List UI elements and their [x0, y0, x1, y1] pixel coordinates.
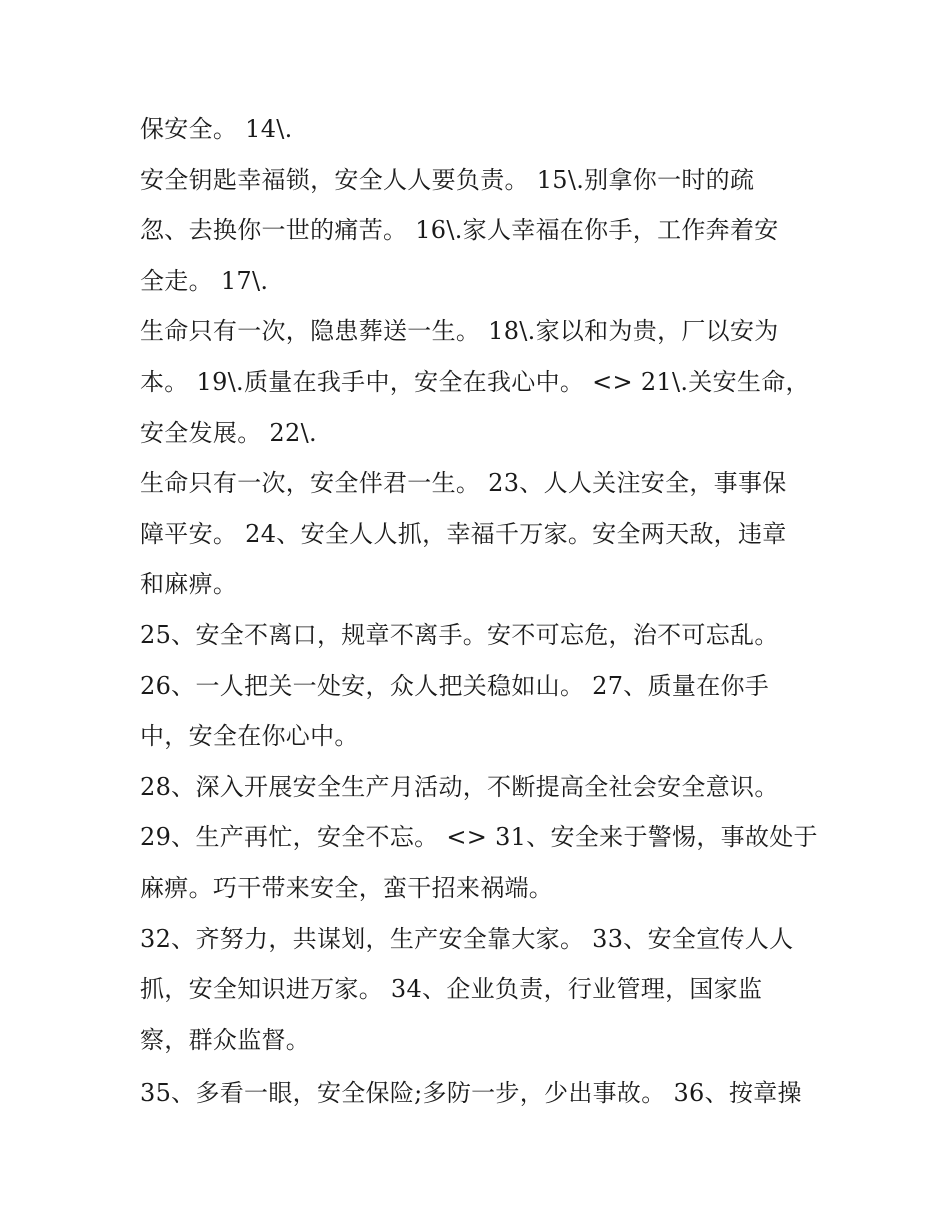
text-line: 28、深入开展安全生产月活动，不断提高全社会安全意识。 — [140, 773, 779, 801]
text-line: 25、安全不离口，规章不离手。安不可忘危，治不可忘乱。 — [140, 621, 779, 649]
text-line: 抓，安全知识进万家。 34、企业负责，行业管理，国家监 — [140, 975, 763, 1003]
text-line: 全走。 17\. — [140, 267, 269, 295]
text-line: 安全发展。 22\. — [140, 419, 317, 447]
text-line: 和麻痹。 — [140, 570, 238, 598]
text-line: 安全钥匙幸福锁，安全人人要负责。 15\.别拿你一时的疏 — [140, 166, 755, 194]
text-line: 忽、去换你一世的痛苦。 16\.家人幸福在你手，工作奔着安 — [140, 216, 779, 244]
text-line: 察，群众监督。 — [140, 1026, 311, 1054]
text-line: 35、多看一眼，安全保险;多防一步，少出事故。 36、按章操 — [140, 1079, 802, 1107]
text-line: 29、生产再忙，安全不忘。 <> 31、安全来于警惕，事故处于 — [140, 823, 818, 851]
text-line: 32、齐努力，共谋划，生产安全靠大家。 33、安全宣传人人 — [140, 925, 794, 953]
text-line: 麻痹。巧干带来安全，蛮干招来祸端。 — [140, 874, 554, 902]
text-line: 26、一人把关一处安，众人把关稳如山。 27、质量在你手 — [140, 672, 770, 700]
text-line: 本。 19\.质量在我手中，安全在我心中。 <> 21\.关安生命， — [140, 368, 810, 396]
text-line: 保安全。 14\. — [140, 115, 293, 143]
text-line: 障平安。 24、安全人人抓，幸福千万家。安全两天敌，违章 — [140, 520, 787, 548]
text-line: 中，安全在你心中。 — [140, 722, 359, 750]
text-line: 生命只有一次，隐患葬送一生。 18\.家以和为贵，厂以安为 — [140, 317, 779, 345]
text-line: 生命只有一次，安全伴君一生。 23、人人关注安全，事事保 — [140, 469, 787, 497]
